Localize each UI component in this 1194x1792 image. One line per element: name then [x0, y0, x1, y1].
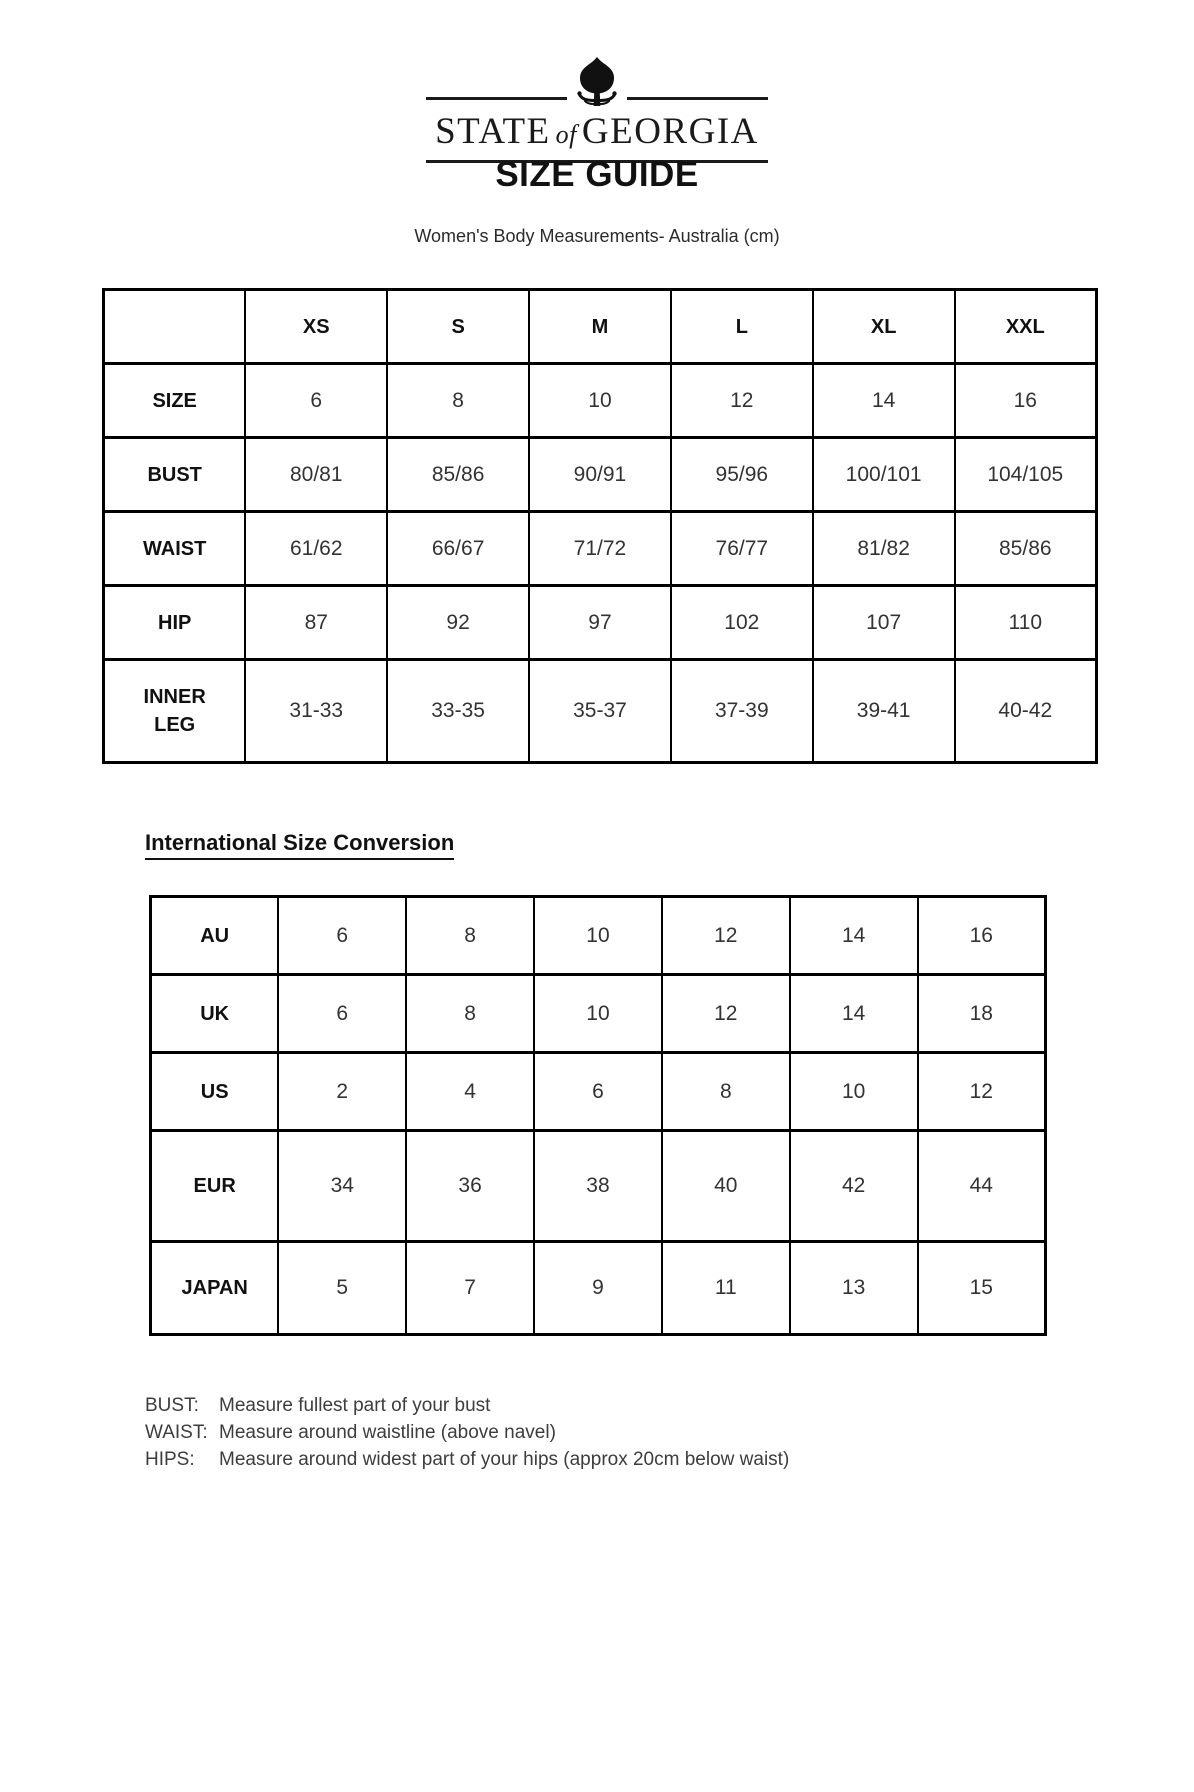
cell: 18	[918, 975, 1046, 1053]
logo-rule-left	[426, 97, 567, 100]
cell: 13	[790, 1242, 918, 1335]
cell: 8	[662, 1053, 790, 1131]
note-text: Measure around waistline (above navel)	[219, 1422, 556, 1443]
table-row	[104, 438, 1097, 512]
cell: 16	[955, 364, 1097, 438]
cell: 42	[790, 1131, 918, 1242]
conversion-table	[149, 895, 1047, 1336]
cell: 102	[671, 586, 813, 660]
column-header: L	[671, 290, 813, 364]
cell: 38	[534, 1131, 662, 1242]
row-label: SIZE	[104, 364, 246, 438]
brand-logo	[426, 56, 768, 163]
cell: 5	[278, 1242, 406, 1335]
cell: 100/101	[813, 438, 955, 512]
table-row	[104, 660, 1097, 763]
cell: 12	[662, 975, 790, 1053]
cell: 8	[387, 364, 529, 438]
note-hips	[145, 1446, 789, 1473]
cell: 44	[918, 1131, 1046, 1242]
cell: 6	[245, 364, 387, 438]
note-label: HIPS:	[145, 1449, 195, 1470]
column-header: XS	[245, 290, 387, 364]
table-row	[104, 364, 1097, 438]
cell: 12	[918, 1053, 1046, 1131]
cell: 12	[662, 897, 790, 975]
cell: 95/96	[671, 438, 813, 512]
table-row	[151, 1131, 1046, 1242]
table-row	[104, 512, 1097, 586]
cell: 11	[662, 1242, 790, 1335]
brand-word-state: STATE	[435, 111, 551, 152]
cell: 7	[406, 1242, 534, 1335]
row-label: UK	[151, 975, 279, 1053]
cell: 90/91	[529, 438, 671, 512]
table-row	[151, 1053, 1046, 1131]
cell: 76/77	[671, 512, 813, 586]
cell: 6	[534, 1053, 662, 1131]
row-label: WAIST	[104, 512, 246, 586]
cell: 39-41	[813, 660, 955, 763]
brand-word-georgia: GEORGIA	[581, 111, 759, 152]
brand-name	[426, 110, 768, 153]
cell: 6	[278, 897, 406, 975]
column-header: S	[387, 290, 529, 364]
logo-rule-row	[426, 56, 768, 106]
row-label: US	[151, 1053, 279, 1131]
cell: 92	[387, 586, 529, 660]
row-label: HIP	[104, 586, 246, 660]
measurements-table	[102, 288, 1098, 764]
page-title: SIZE GUIDE	[495, 155, 699, 194]
cell: 10	[529, 364, 671, 438]
conversion-heading: International Size Conversion	[145, 830, 454, 860]
table-row	[104, 586, 1097, 660]
cell: 104/105	[955, 438, 1097, 512]
cell: 8	[406, 897, 534, 975]
cell: 2	[278, 1053, 406, 1131]
cell: 8	[406, 975, 534, 1053]
cell: 37-39	[671, 660, 813, 763]
cell: 14	[813, 364, 955, 438]
table-header-row	[104, 290, 1097, 364]
cell: 85/86	[387, 438, 529, 512]
cell: 97	[529, 586, 671, 660]
cell: 35-37	[529, 660, 671, 763]
cell: 14	[790, 975, 918, 1053]
cell: 16	[918, 897, 1046, 975]
cell: 31-33	[245, 660, 387, 763]
note-label: BUST:	[145, 1395, 199, 1416]
cell: 10	[534, 897, 662, 975]
cell: 14	[790, 897, 918, 975]
logo-rule-right	[627, 97, 768, 100]
cell: 40-42	[955, 660, 1097, 763]
cell: 33-35	[387, 660, 529, 763]
table-row	[151, 897, 1046, 975]
row-label: EUR	[151, 1131, 279, 1242]
table-row	[151, 1242, 1046, 1335]
note-text: Measure around widest part of your hips (approx 20cm below waist)	[219, 1449, 790, 1470]
measurement-notes	[145, 1392, 789, 1473]
page-subtitle: Women's Body Measurements- Australia (cm)	[414, 226, 780, 246]
corner-cell	[104, 290, 246, 364]
note-text: Measure fullest part of your bust	[219, 1395, 491, 1416]
table-row	[151, 975, 1046, 1053]
cell: 81/82	[813, 512, 955, 586]
cell: 12	[671, 364, 813, 438]
column-header: XL	[813, 290, 955, 364]
note-bust	[145, 1392, 789, 1419]
cell: 4	[406, 1053, 534, 1131]
cell: 15	[918, 1242, 1046, 1335]
column-header: XXL	[955, 290, 1097, 364]
row-label: JAPAN	[151, 1242, 279, 1335]
cell: 85/86	[955, 512, 1097, 586]
row-label: INNER LEG	[104, 660, 246, 763]
row-label: BUST	[104, 438, 246, 512]
cell: 107	[813, 586, 955, 660]
cell: 66/67	[387, 512, 529, 586]
cell: 40	[662, 1131, 790, 1242]
cell: 87	[245, 586, 387, 660]
cell: 110	[955, 586, 1097, 660]
cell: 6	[278, 975, 406, 1053]
row-label: AU	[151, 897, 279, 975]
brand-word-of: of	[555, 120, 577, 149]
cell: 9	[534, 1242, 662, 1335]
note-waist	[145, 1419, 789, 1446]
cell: 10	[790, 1053, 918, 1131]
cell: 10	[534, 975, 662, 1053]
cell: 71/72	[529, 512, 671, 586]
cell: 34	[278, 1131, 406, 1242]
tree-icon	[569, 56, 625, 106]
cell: 80/81	[245, 438, 387, 512]
cell: 36	[406, 1131, 534, 1242]
column-header: M	[529, 290, 671, 364]
note-label: WAIST:	[145, 1422, 208, 1443]
cell: 61/62	[245, 512, 387, 586]
